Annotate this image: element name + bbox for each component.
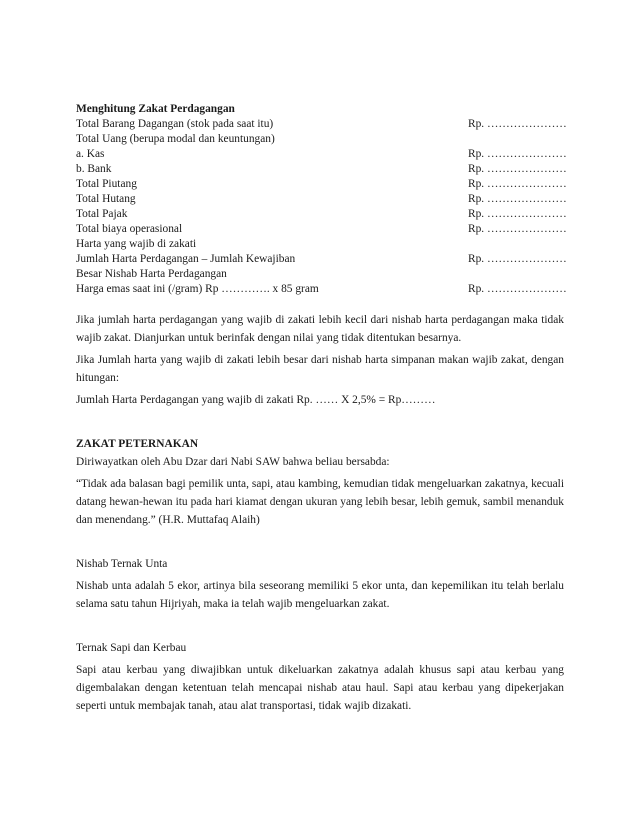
row-value <box>468 267 564 282</box>
table-row <box>76 282 567 297</box>
table-row <box>76 267 564 282</box>
document-content <box>76 102 567 715</box>
calculation-table <box>76 117 567 297</box>
section-title-sapi-kerbau: Ternak Sapi dan Kerbau <box>76 642 187 654</box>
table-row <box>76 237 564 252</box>
table-row <box>76 222 567 237</box>
paragraph-not-obligatory: Jika jumlah harta perdagangan yang wajib di zakati lebih kecil dari nishab harta perdagangan maka tidak wajib zakat. Dianjurkan untuk berinfak dengan nilai yang tidak ditentukan besarnya. <box>76 314 564 344</box>
row-value: Rp. ………………… <box>468 148 567 160</box>
row-value: Rp. ………………… <box>468 193 567 205</box>
table-row <box>76 162 567 177</box>
table-row <box>76 132 564 147</box>
row-label: Jumlah Harta Perdagangan – Jumlah Kewajiban <box>76 253 296 265</box>
table-row <box>76 252 567 267</box>
row-label: b. Bank <box>76 163 112 175</box>
row-label: Total Uang (berupa modal dan keuntungan) <box>76 133 275 145</box>
row-value: Rp. ………………… <box>468 118 567 130</box>
nishab-unta-text: Nishab unta adalah 5 ekor, artinya bila seseorang memiliki 5 ekor unta, dan kepemilikan itu telah berlalu selama satu tahun Hijriyah, maka ia telah wajib mengeluarkan zakat. <box>76 580 564 610</box>
row-label: Total Hutang <box>76 193 136 205</box>
row-value <box>468 132 564 147</box>
row-label: Harta yang wajib di zakati <box>76 238 197 250</box>
hadith-quote: “Tidak ada balasan bagi pemilik unta, sapi, atau kambing, kemudian tidak mengeluarkan zakatnya, kecuali datang hewan-hewan itu pada hari kiamat dengan ukuran yang lebih besar, lebih gemuk, sambil menanduk dan menendang.” (H.R. Muttafaq Alaih) <box>76 478 564 526</box>
section-title-zakat-peternakan: ZAKAT PETERNAKAN <box>76 438 199 450</box>
section-title-nishab-unta: Nishab Ternak Unta <box>76 558 168 570</box>
row-label: Total Pajak <box>76 208 128 220</box>
table-row <box>76 147 567 162</box>
section-title-zakat-perdagangan: Menghitung Zakat Perdagangan <box>76 103 235 115</box>
row-label: Total Barang Dagangan (stok pada saat itu) <box>76 118 274 130</box>
row-value: Rp. ………………… <box>468 208 567 220</box>
row-value: Rp. ………………… <box>468 178 567 190</box>
sapi-kerbau-text: Sapi atau kerbau yang diwajibkan untuk dikeluarkan zakatnya adalah khusus sapi atau kerbau yang digembalakan dengan ketentuan telah mencapai nishab atau haul. Sapi atau kerbau yang dipekerjakan seperti untuk membajak tanah, atau alat transportasi, tidak wajib dizakati. <box>76 664 564 712</box>
formula-line: Jumlah Harta Perdagangan yang wajib di zakati Rp. …… X 2,5% = Rp……… <box>76 394 436 406</box>
table-row <box>76 177 567 192</box>
row-label: Harga emas saat ini (/gram) Rp …………. x 85 gram <box>76 283 319 295</box>
paragraph-obligatory: Jika Jumlah harta yang wajib di zakati lebih besar dari nishab harta simpanan makan wajib zakat, dengan hitungan: <box>76 354 564 384</box>
row-value: Rp. ………………… <box>468 163 567 175</box>
row-label: Total biaya operasional <box>76 223 183 235</box>
row-value: Rp. ………………… <box>468 283 567 295</box>
row-label: Total Piutang <box>76 178 137 190</box>
row-value <box>468 237 564 252</box>
row-value: Rp. ………………… <box>468 223 567 235</box>
table-row <box>76 207 567 222</box>
table-row <box>76 192 567 207</box>
row-label: Besar Nishab Harta Perdagangan <box>76 268 227 280</box>
hadith-intro: Diriwayatkan oleh Abu Dzar dari Nabi SAW bahwa beliau bersabda: <box>76 456 390 468</box>
table-row <box>76 117 567 132</box>
row-value: Rp. ………………… <box>468 253 567 265</box>
row-label: a. Kas <box>76 148 105 160</box>
